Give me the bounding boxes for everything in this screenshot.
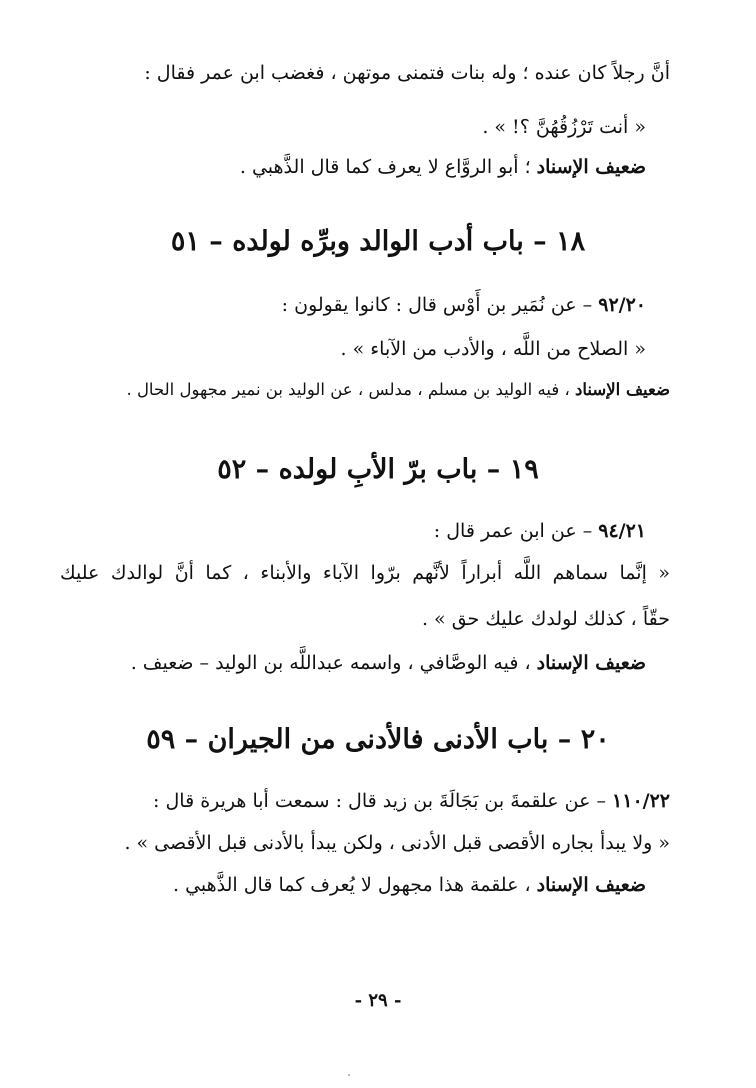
hadith-quote: « الصلاح من اللَّه ، والأدب من الآباء » . <box>340 338 646 360</box>
grade-text: ، فيه الوصَّافي ، واسمه عبداللَّه بن الوليد – ضعيف . <box>130 652 537 674</box>
grade-label: ضعيف الإسناد <box>536 874 646 896</box>
grade-line <box>240 152 646 182</box>
hadith-chain: – عن ابن عمر قال : <box>433 520 599 542</box>
hadith-line <box>434 516 646 546</box>
hadith-quote: « أنت تَرْزُقُهُنَّ ؟! » . <box>482 116 646 138</box>
grade-text: ، علقمة هذا مجهول لا يُعرف كما قال الذَّهبي . <box>172 874 537 896</box>
grade-text: ، فيه الوليد بن مسلم ، مدلس ، عن الوليد بن نمير مجهول الحال . <box>126 380 576 399</box>
chapter-heading-19: ١٩ – باب برّ الأبِ لولده – ٥٢ <box>217 454 539 485</box>
hadith-number: ٩٢/٢٠ <box>598 294 646 316</box>
chapter-heading-20: ٢٠ – باب الأدنى فالأدنى من الجيران – ٥٩ <box>146 724 610 755</box>
hadith-number: ١١٠/٢٢ <box>612 790 670 812</box>
grade-label: ضعيف الإسناد <box>536 156 646 178</box>
hadith-line <box>282 290 646 320</box>
page-number: - ٢٩ - <box>354 990 402 1011</box>
grade-label: ضعيف الإسناد <box>575 380 670 399</box>
chapter-heading-18: ١٨ – باب أدب الوالد وبرِّه لولده – ٥١ <box>170 226 586 257</box>
scan-speck <box>348 1074 350 1076</box>
grade-line <box>173 870 646 900</box>
grade-text: ؛ أبو الروَّاع لا يعرف كما قال الذَّهبي . <box>239 156 537 178</box>
hadith-quote-cont: حقّاً ، كذلك لولدك عليك حق » . <box>421 608 670 630</box>
hadith-chain: – عن نُمَير بن أَوْس قال : كانوا يقولون : <box>281 294 599 316</box>
hadith-quote: « إنَّما سماهم اللَّه أبراراً لأنَّهم برّوا الآباء والأبناء ، كما أنَّ لوالدك عليك <box>60 562 670 584</box>
grade-line <box>131 648 646 678</box>
paragraph-line: أنَّ رجلاً كان عنده ؛ وله بنات فتمنى موتهن ، فغضب ابن عمر فقال : <box>144 62 670 84</box>
grade-label: ضعيف الإسناد <box>536 652 646 674</box>
hadith-quote: « ولا يبدأ بجاره الأقصى قبل الأدنى ، ولكن يبدأ بالأدنى قبل الأقصى » . <box>124 832 670 854</box>
hadith-line <box>153 786 670 816</box>
hadith-chain: – عن علقمةَ بن بَجَالَةَ بن زيد قال : سمعت أبا هريرة قال : <box>153 790 613 812</box>
grade-line <box>126 375 670 405</box>
hadith-number: ٩٤/٢١ <box>598 520 646 542</box>
